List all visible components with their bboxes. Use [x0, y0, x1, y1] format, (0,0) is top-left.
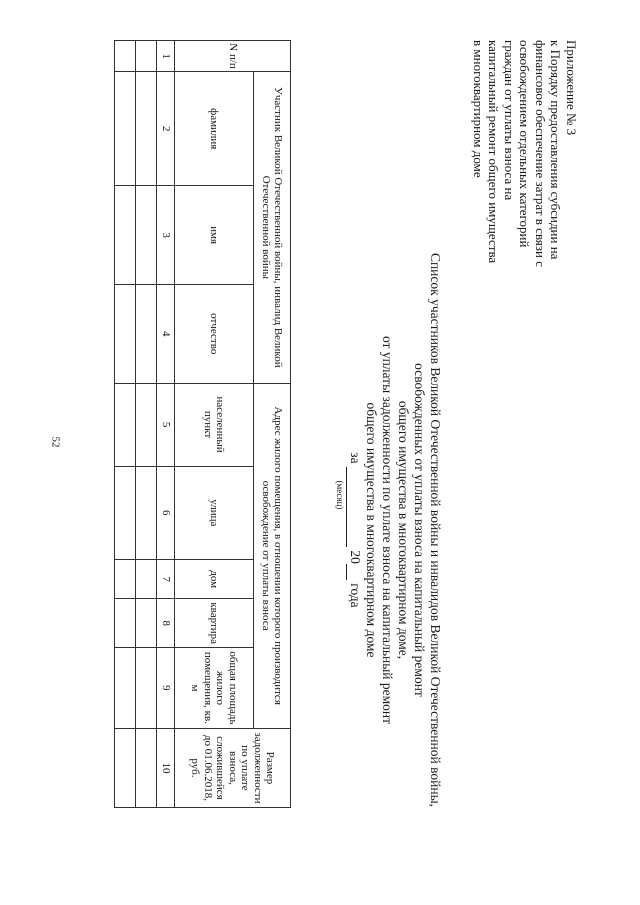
header-row: [254, 41, 291, 808]
appendix-line: финансовое обеспечение затрат в связи с: [533, 40, 548, 268]
table-cell: [136, 599, 157, 647]
participants-table: [114, 40, 291, 808]
title-line: от уплаты задолженности по уплате взноса на капитальный ремонт: [380, 335, 395, 725]
appendix-line: в многоквартирном доме: [471, 40, 486, 178]
appendix-header: [471, 40, 580, 310]
group-participant-header: Участник Великой Отечественной войны, инвалид Великой Отечественной войны: [254, 72, 291, 383]
table-cell: [115, 647, 136, 728]
month-blank: [346, 467, 363, 547]
group-address-header: Адрес жилого помещения, в отношении которого производится освобождение от уплаты взноса: [254, 383, 291, 728]
col-street-header: улица: [175, 466, 254, 559]
column-number: 8: [157, 599, 175, 647]
appendix-line: освобождением отдельных категорий: [517, 40, 533, 248]
col-patronymic-header: отчество: [175, 284, 254, 383]
table-cell: [136, 383, 157, 466]
appendix-line: граждан от уплаты взноса на: [502, 40, 517, 201]
title-line: общего имущества в многоквартирном доме,: [396, 400, 411, 660]
table-row: [136, 41, 157, 808]
column-number: 10: [157, 728, 175, 807]
column-number: 7: [157, 560, 175, 599]
table-cell: [115, 466, 136, 559]
table-cell: [115, 599, 136, 647]
table-cell: [115, 560, 136, 599]
period-line: [332, 250, 363, 810]
column-number: 4: [157, 284, 175, 383]
table-cell: [115, 186, 136, 285]
appendix-line: капитальный ремонт общего имущества: [486, 40, 502, 264]
year-blank: [346, 564, 363, 580]
title-line: Список участников Великой Отечественной войны и инвалидов Великой Отечественной войны,: [428, 252, 443, 808]
col-surname-header: фамилия: [175, 72, 254, 186]
col-name-header: имя: [175, 186, 254, 285]
table-row: [115, 41, 136, 808]
document-title: [332, 250, 443, 810]
month-caption: (месяц): [335, 480, 345, 510]
table-cell: [115, 383, 136, 466]
table-cell: [136, 41, 157, 72]
period-suffix: года: [348, 583, 363, 608]
col-debt-header: Размер задолженности по уплате взноса, сложившейся до 01.06.2018, руб.: [175, 728, 291, 807]
period-prefix: за: [348, 452, 363, 464]
column-number: 6: [157, 466, 175, 559]
col-settlement-header: населенный пункт: [175, 383, 254, 466]
table-cell: [136, 186, 157, 285]
table-cell: [136, 72, 157, 186]
table-cell: [136, 647, 157, 728]
column-number: 3: [157, 186, 175, 285]
column-numbers-row: [157, 41, 175, 808]
table-cell: [115, 284, 136, 383]
col-flat-header: квартира: [175, 599, 254, 647]
page-number: 52: [49, 436, 62, 448]
year-prefix: 20: [348, 550, 363, 564]
table-cell: [136, 728, 157, 807]
col-area-header: общая площадь жилого помещения, кв. м: [175, 647, 254, 728]
table-cell: [115, 41, 136, 72]
column-number: 1: [157, 41, 175, 72]
subheader-row: [175, 41, 254, 808]
rotated-document-sheet: [85, 30, 583, 820]
table-cell: [115, 72, 136, 186]
column-number: 2: [157, 72, 175, 186]
table-cell: [115, 728, 136, 807]
col-house-header: дом: [175, 560, 254, 599]
col-number-header: N п/п: [175, 41, 291, 72]
table-cell: [136, 560, 157, 599]
table-cell: [136, 466, 157, 559]
table-cell: [136, 284, 157, 383]
appendix-line: Приложение № 3: [564, 40, 579, 136]
title-line: общего имущества в многоквартирном доме: [364, 402, 379, 658]
appendix-line: к Порядку предоставления субсидии на: [548, 40, 564, 260]
title-line: освобожденных от уплаты взноса на капитальный ремонт: [412, 363, 427, 697]
column-number: 5: [157, 383, 175, 466]
column-number: 9: [157, 647, 175, 728]
